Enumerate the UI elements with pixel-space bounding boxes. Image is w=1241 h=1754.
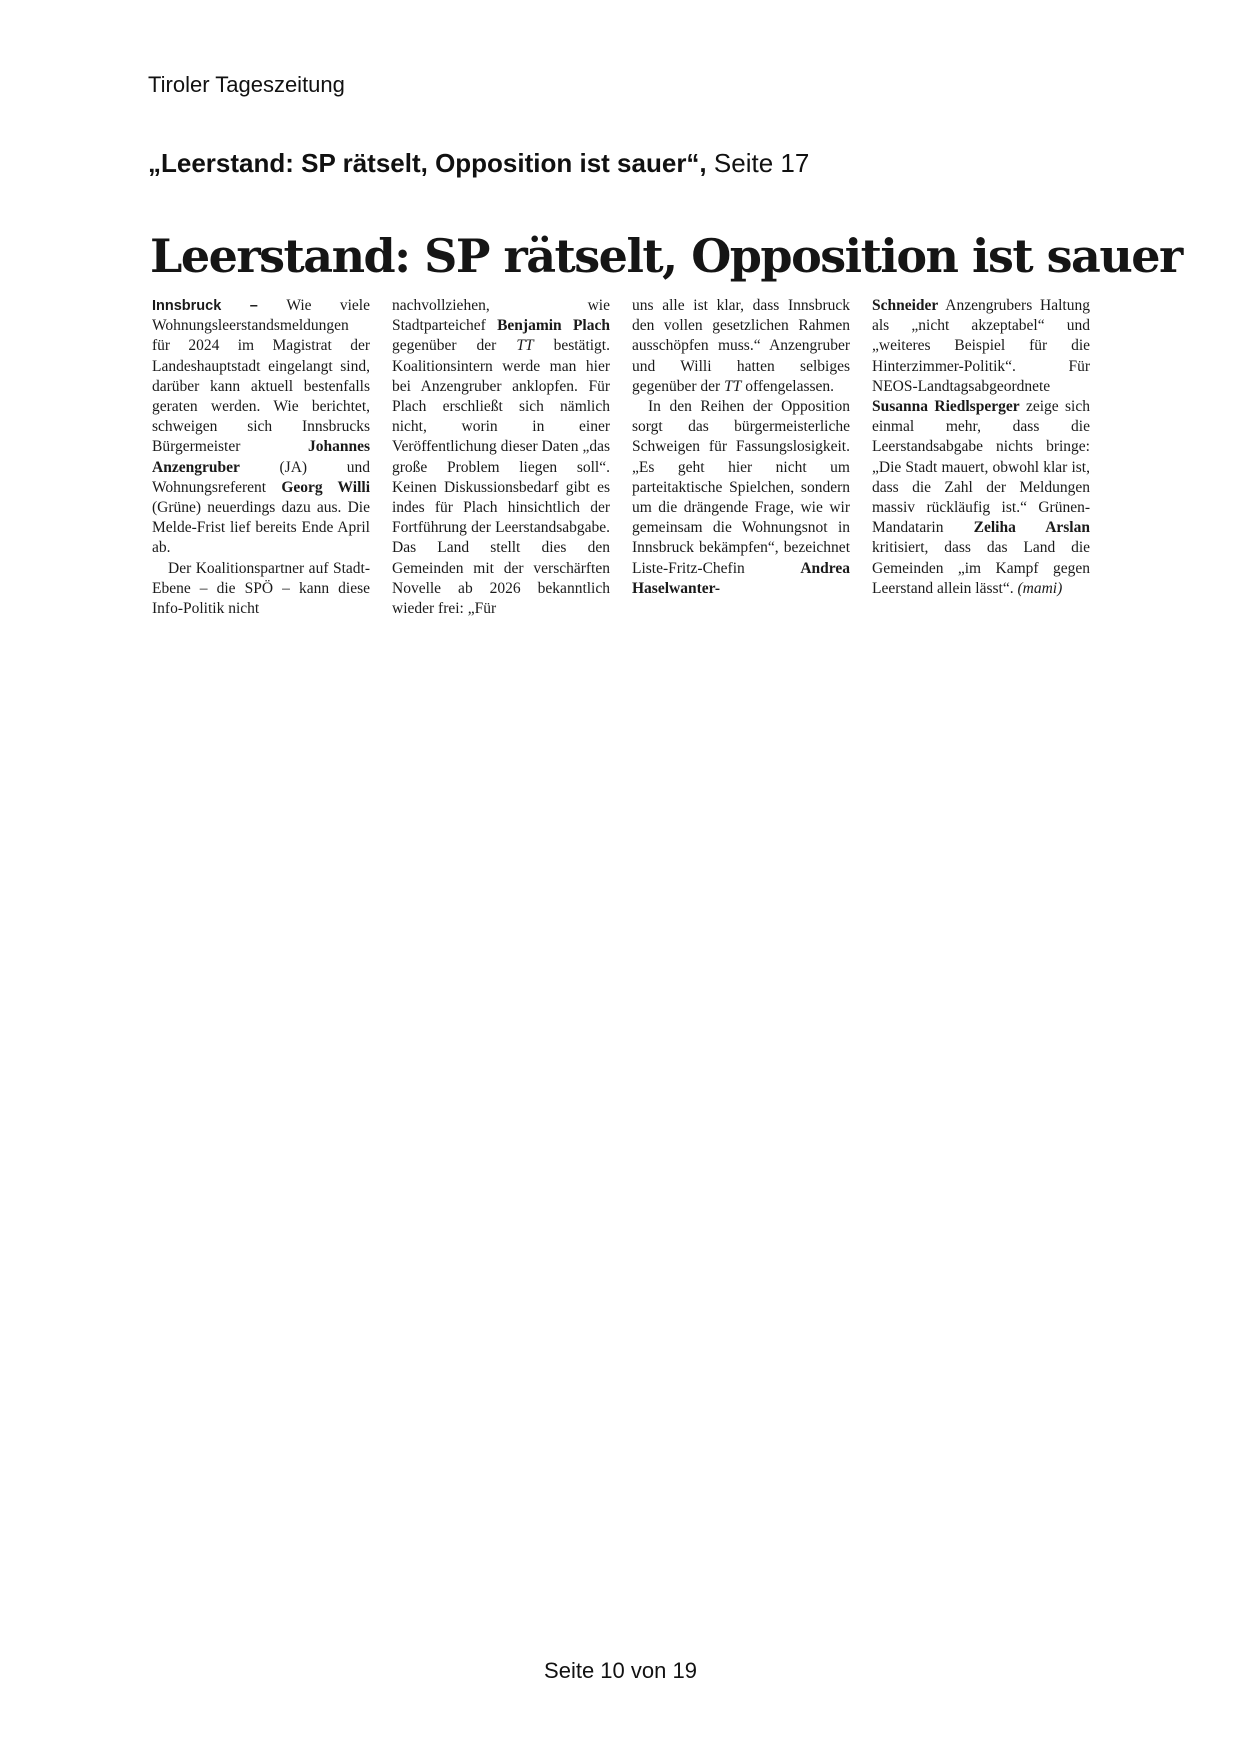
article-text: Der Koalitionspartner auf Stadt-Ebene – die SPÖ – kann diese Info-Politik nicht [152,559,370,618]
name-highlight: Johannes Anzengruber [152,438,370,476]
article-paragraph [152,559,370,620]
article-text: (mami) [1017,579,1063,597]
article-paragraph [392,296,610,619]
article-text: kritisiert, dass das Land die Gemeinden „im Kampf gegen Leerstand allein lässt“. [872,539,1090,597]
name-highlight: Schneider [872,297,939,314]
article-text: TT [724,377,742,395]
article-text: bestätigt. Koalitionsintern werde man hier bei Anzengruber anklopfen. Für Plach erschließt sich nämlich nicht, worin in einer Veröffentlichung dieser Daten „das große Problem liegen soll“. Keinen Diskussionsbedarf gibt es indes für Plach hinsichtlich der Fortführung der Leerstandsabgabe. Das Land stellt dies den Gemeinden mit der verschärften Novelle ab 2026 bekanntlich wieder frei: „Für [392,337,610,618]
article-text: TT [516,337,534,355]
article-column-2 [392,296,610,619]
article-reference-page: Seite 17 [713,148,810,178]
article-text: uns alle ist klar, dass Innsbruck den vollen gesetzlichen Rahmen ausschöpfen muss.“ Anzengruber und Willi hatten selbiges gegenüber der [632,297,850,395]
article-headline: Leerstand: SP rätselt, Opposition ist sauer [150,229,1182,283]
article-paragraph [632,397,850,599]
article-text: offengelassen. [741,377,835,395]
article-reference-title: „Leerstand: SP rätselt, Opposition ist sauer“, [148,148,707,178]
article-text: zeige sich einmal mehr, dass die Leerstandsabgabe nichts bringe: „Die Stadt mauert, obwohl klar ist, dass die Zahl der Meldungen massiv rückläufig ist.“ Grünen-Mandatarin [872,398,1090,537]
article-text: In den Reihen der Opposition sorgt das bürgermeisterliche Schweigen für Fassungslosigkeit. „Es geht hier nicht um parteitaktische Spielchen, sondern um die drängende Frage, wie wir gemeinsam die Wohnungsnot in Innsbruck bekämpfen“, bezeichnet Liste-Fritz-Chefin [632,398,850,577]
dateline: Innsbruck – [152,298,287,314]
name-highlight: Benjamin Plach [497,317,610,335]
name-highlight: Georg Willi [281,478,370,496]
article-text: Wie viele Wohnungsleerstandsmeldungen für 2024 im Magistrat der Landeshauptstadt eingelangt sind, darüber kann aktuell bestenfalls geraten werden. Wie berichtet, schweigen sich Innsbrucks Bürgermeister [152,297,370,456]
article-text: nachvollziehen, wie Stadtparteichef [392,297,610,335]
article-column-3 [632,296,850,619]
article-reference [148,148,809,179]
article-column-1 [152,296,370,619]
article-column-4 [872,296,1090,619]
publication-name: Tiroler Tageszeitung [148,72,345,97]
article-text: gegenüber der [392,337,517,355]
article-columns [152,296,1090,619]
newspaper-clipping [150,226,1182,656]
page-number: Seite 10 von 19 [544,1658,697,1683]
article-paragraph [632,296,850,397]
name-highlight: Andrea Haselwanter- [632,559,850,597]
name-highlight: Zeliha Arslan [973,519,1090,537]
article-text: Anzengrubers Haltung als „nicht akzeptabel“ und „weiteres Beispiel für die Hinterzimmer-Politik“. Für NEOS-Landtagsabgeordnete [872,297,1090,395]
name-highlight: Susanna Riedlsperger [872,398,1020,416]
article-text: (Grüne) neuerdings dazu aus. Die Melde-Frist lief bereits Ende April ab. [152,499,370,557]
article-text: (JA) und Wohnungsreferent [152,458,370,496]
article-paragraph [872,296,1090,599]
article-paragraph [152,296,370,559]
